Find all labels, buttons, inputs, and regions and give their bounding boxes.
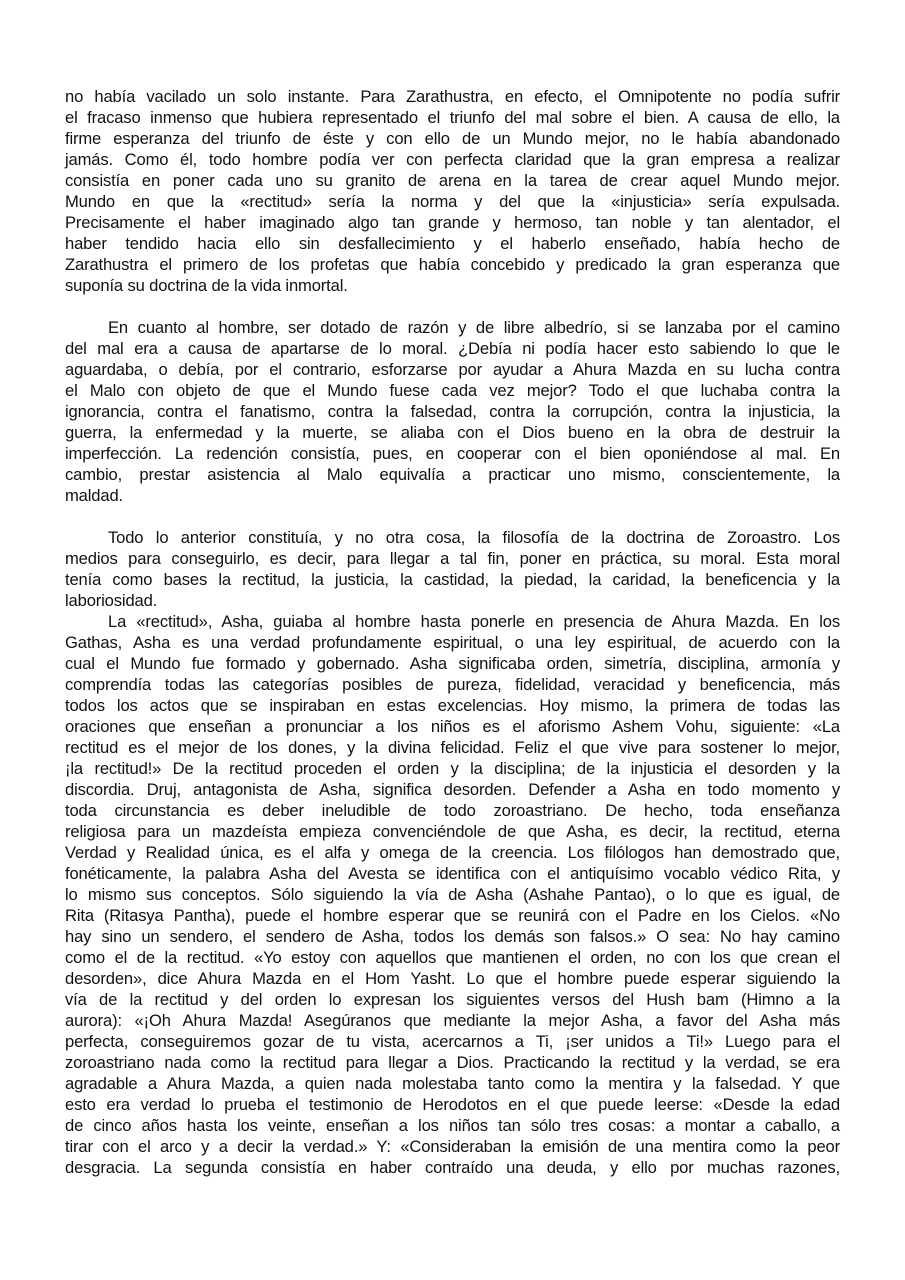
text-line: Gathas, Asha es una verdad profundamente espiritual, o una ley espiritual, de acuerdo con la: [65, 633, 840, 652]
text-line: fonéticamente, la palabra Asha del Avesta se identifica con el antiquísimo vocablo védico Rita, y: [65, 864, 840, 883]
text-line: como el de la rectitud. «Yo estoy con aquellos que mantienen el orden, no con los que crean el: [65, 948, 840, 967]
text-line: guerra, la enfermedad y la muerte, se aliaba con el Dios bueno en la obra de destruir la: [65, 423, 840, 442]
text-line: toda circunstancia es deber ineludible de todo zoroastriano. De hecho, toda enseñanza: [65, 801, 840, 820]
text-line: Verdad y Realidad única, es el alfa y omega de la creencia. Los filólogos han demostrado que,: [65, 843, 840, 862]
text-line: maldad.: [65, 486, 123, 505]
text-line: tenía como bases la rectitud, la justicia, la castidad, la piedad, la caridad, la beneficencia y la: [65, 570, 840, 589]
text-line: ignorancia, contra el fanatismo, contra la falsedad, contra la corrupción, contra la injusticia, la: [65, 402, 840, 421]
text-line: desorden», dice Ahura Mazda en el Hom Yasht. Lo que el hombre puede esperar siguiendo la: [65, 969, 840, 988]
text-line: agradable a Ahura Mazda, a quien nada molestaba tanto como la mentira y la falsedad. Y que: [65, 1074, 840, 1093]
text-line: haber tendido hacia ello sin desfallecimiento y el haberlo enseñado, había hecho de: [65, 234, 840, 253]
text-line: desgracia. La segunda consistía en haber contraído una deuda, y ello por muchas razones,: [65, 1158, 840, 1177]
text-line: firme esperanza del triunfo de éste y con ello de un Mundo mejor, no le había abandonado: [65, 129, 840, 148]
text-line: del mal era a causa de apartarse de lo moral. ¿Debía ni podía hacer esto sabiendo lo que le: [65, 339, 840, 358]
text-line: de cinco años hasta los veinte, enseñan a los niños tan sólo tres cosas: a montar a caballo, a: [65, 1116, 840, 1135]
text-line: Precisamente el haber imaginado algo tan grande y hermoso, tan noble y tan alentador, el: [65, 213, 840, 232]
text-line: cambio, prestar asistencia al Malo equivalía a practicar uno mismo, conscientemente, la: [65, 465, 840, 484]
text-line: ¡la rectitud!» De la rectitud proceden el orden y la disciplina; de la injusticia el desorden y la: [65, 759, 840, 778]
text-line: esto era verdad lo prueba el testimonio de Herodotos en el que puede leerse: «Desde la edad: [65, 1095, 840, 1114]
text-line: imperfección. La redención consistía, pues, en cooperar con el bien oponiéndose al mal. En: [65, 444, 840, 463]
text-line: zoroastriano nada como la rectitud para llegar a Dios. Practicando la rectitud y la verdad, se era: [65, 1053, 840, 1072]
paragraph-3: [65, 527, 840, 611]
text-line: religiosa para un mazdeísta empieza convenciéndole de que Asha, es decir, la rectitud, eterna: [65, 822, 840, 841]
text-line: oraciones que enseñan a pronunciar a los niños es el aforismo Ashem Vohu, siguiente: «La: [65, 717, 840, 736]
text-line: comprendía todas las categorías posibles de pureza, fidelidad, veracidad y beneficencia, más: [65, 675, 840, 694]
text-line: hay sino un sendero, el sendero de Asha, todos los demás son falsos.» O sea: No hay camino: [65, 927, 840, 946]
text-line: vía de la rectitud y del orden lo expresan los siguientes versos del Hush bam (Himno a la: [65, 990, 840, 1009]
text-line: el fracaso inmenso que hubiera representado el triunfo del mal sobre el bien. A causa de ello, la: [65, 108, 840, 127]
text-line: perfecta, conseguiremos gozar de tu vista, acercarnos a Ti, ¡ser unidos a Ti!» Luego para el: [65, 1032, 840, 1051]
text-line: laboriosidad.: [65, 591, 158, 610]
text-line: La «rectitud», Asha, guiaba al hombre hasta ponerle en presencia de Ahura Mazda. En los: [108, 612, 840, 631]
paragraph-1: [65, 86, 840, 296]
text-line: Todo lo anterior constituía, y no otra cosa, la filosofía de la doctrina de Zoroastro. Los: [108, 528, 840, 547]
text-line: jamás. Como él, todo hombre podía ver con perfecta claridad que la gran empresa a realizar: [65, 150, 840, 169]
text-line: el Malo con objeto de que el Mundo fuese cada vez mejor? Todo el que luchaba contra la: [65, 381, 840, 400]
text-line: cual el Mundo fue formado y gobernado. Asha significaba orden, simetría, disciplina, armonía y: [65, 654, 840, 673]
text-line: En cuanto al hombre, ser dotado de razón y de libre albedrío, si se lanzaba por el camino: [108, 318, 840, 337]
text-line: rectitud es el mejor de los dones, y la divina felicidad. Feliz el que vive para sostener lo mejor,: [65, 738, 840, 757]
text-line: Mundo en que la «rectitud» sería la norma y del que la «injusticia» sería expulsada.: [65, 192, 840, 211]
text-line: medios para conseguirlo, es decir, para llegar a tal fin, poner en práctica, su moral. Esta moral: [65, 549, 840, 568]
text-line: discordia. Druj, antagonista de Asha, significa desorden. Defender a Asha en todo momento y: [65, 780, 840, 799]
text-line: Zarathustra el primero de los profetas que había concebido y predicado la gran esperanza que: [65, 255, 840, 274]
text-line: no había vacilado un solo instante. Para Zarathustra, en efecto, el Omnipotente no podía sufrir: [65, 87, 840, 106]
text-line: todos los actos que se inspiraban en estas excelencias. Hoy mismo, la primera de todas las: [65, 696, 840, 715]
text-line: aurora): «¡Oh Ahura Mazda! Asegúranos que mediante la mejor Asha, a favor del Asha más: [65, 1011, 840, 1030]
text-line: consistía en poner cada uno su granito de arena en la tarea de crear aquel Mundo mejor.: [65, 171, 840, 190]
document-page: [65, 86, 840, 1178]
text-line: suponía su doctrina de la vida inmortal.: [65, 276, 348, 295]
text-line: tirar con el arco y a decir la verdad.» Y: «Consideraban la emisión de una mentira como la peor: [65, 1137, 840, 1156]
paragraph-2: [65, 317, 840, 506]
text-line: aguardaba, o debía, por el contrario, esforzarse por ayudar a Ahura Mazda en su lucha contra: [65, 360, 840, 379]
paragraph-4: [65, 611, 840, 1178]
text-line: lo mismo sus conceptos. Sólo siguiendo la vía de Asha (Ashahe Pantao), o lo que es igual, de: [65, 885, 840, 904]
text-line: Rita (Ritasya Pantha), puede el hombre esperar que se reunirá con el Padre en los Cielos. «No: [65, 906, 840, 925]
